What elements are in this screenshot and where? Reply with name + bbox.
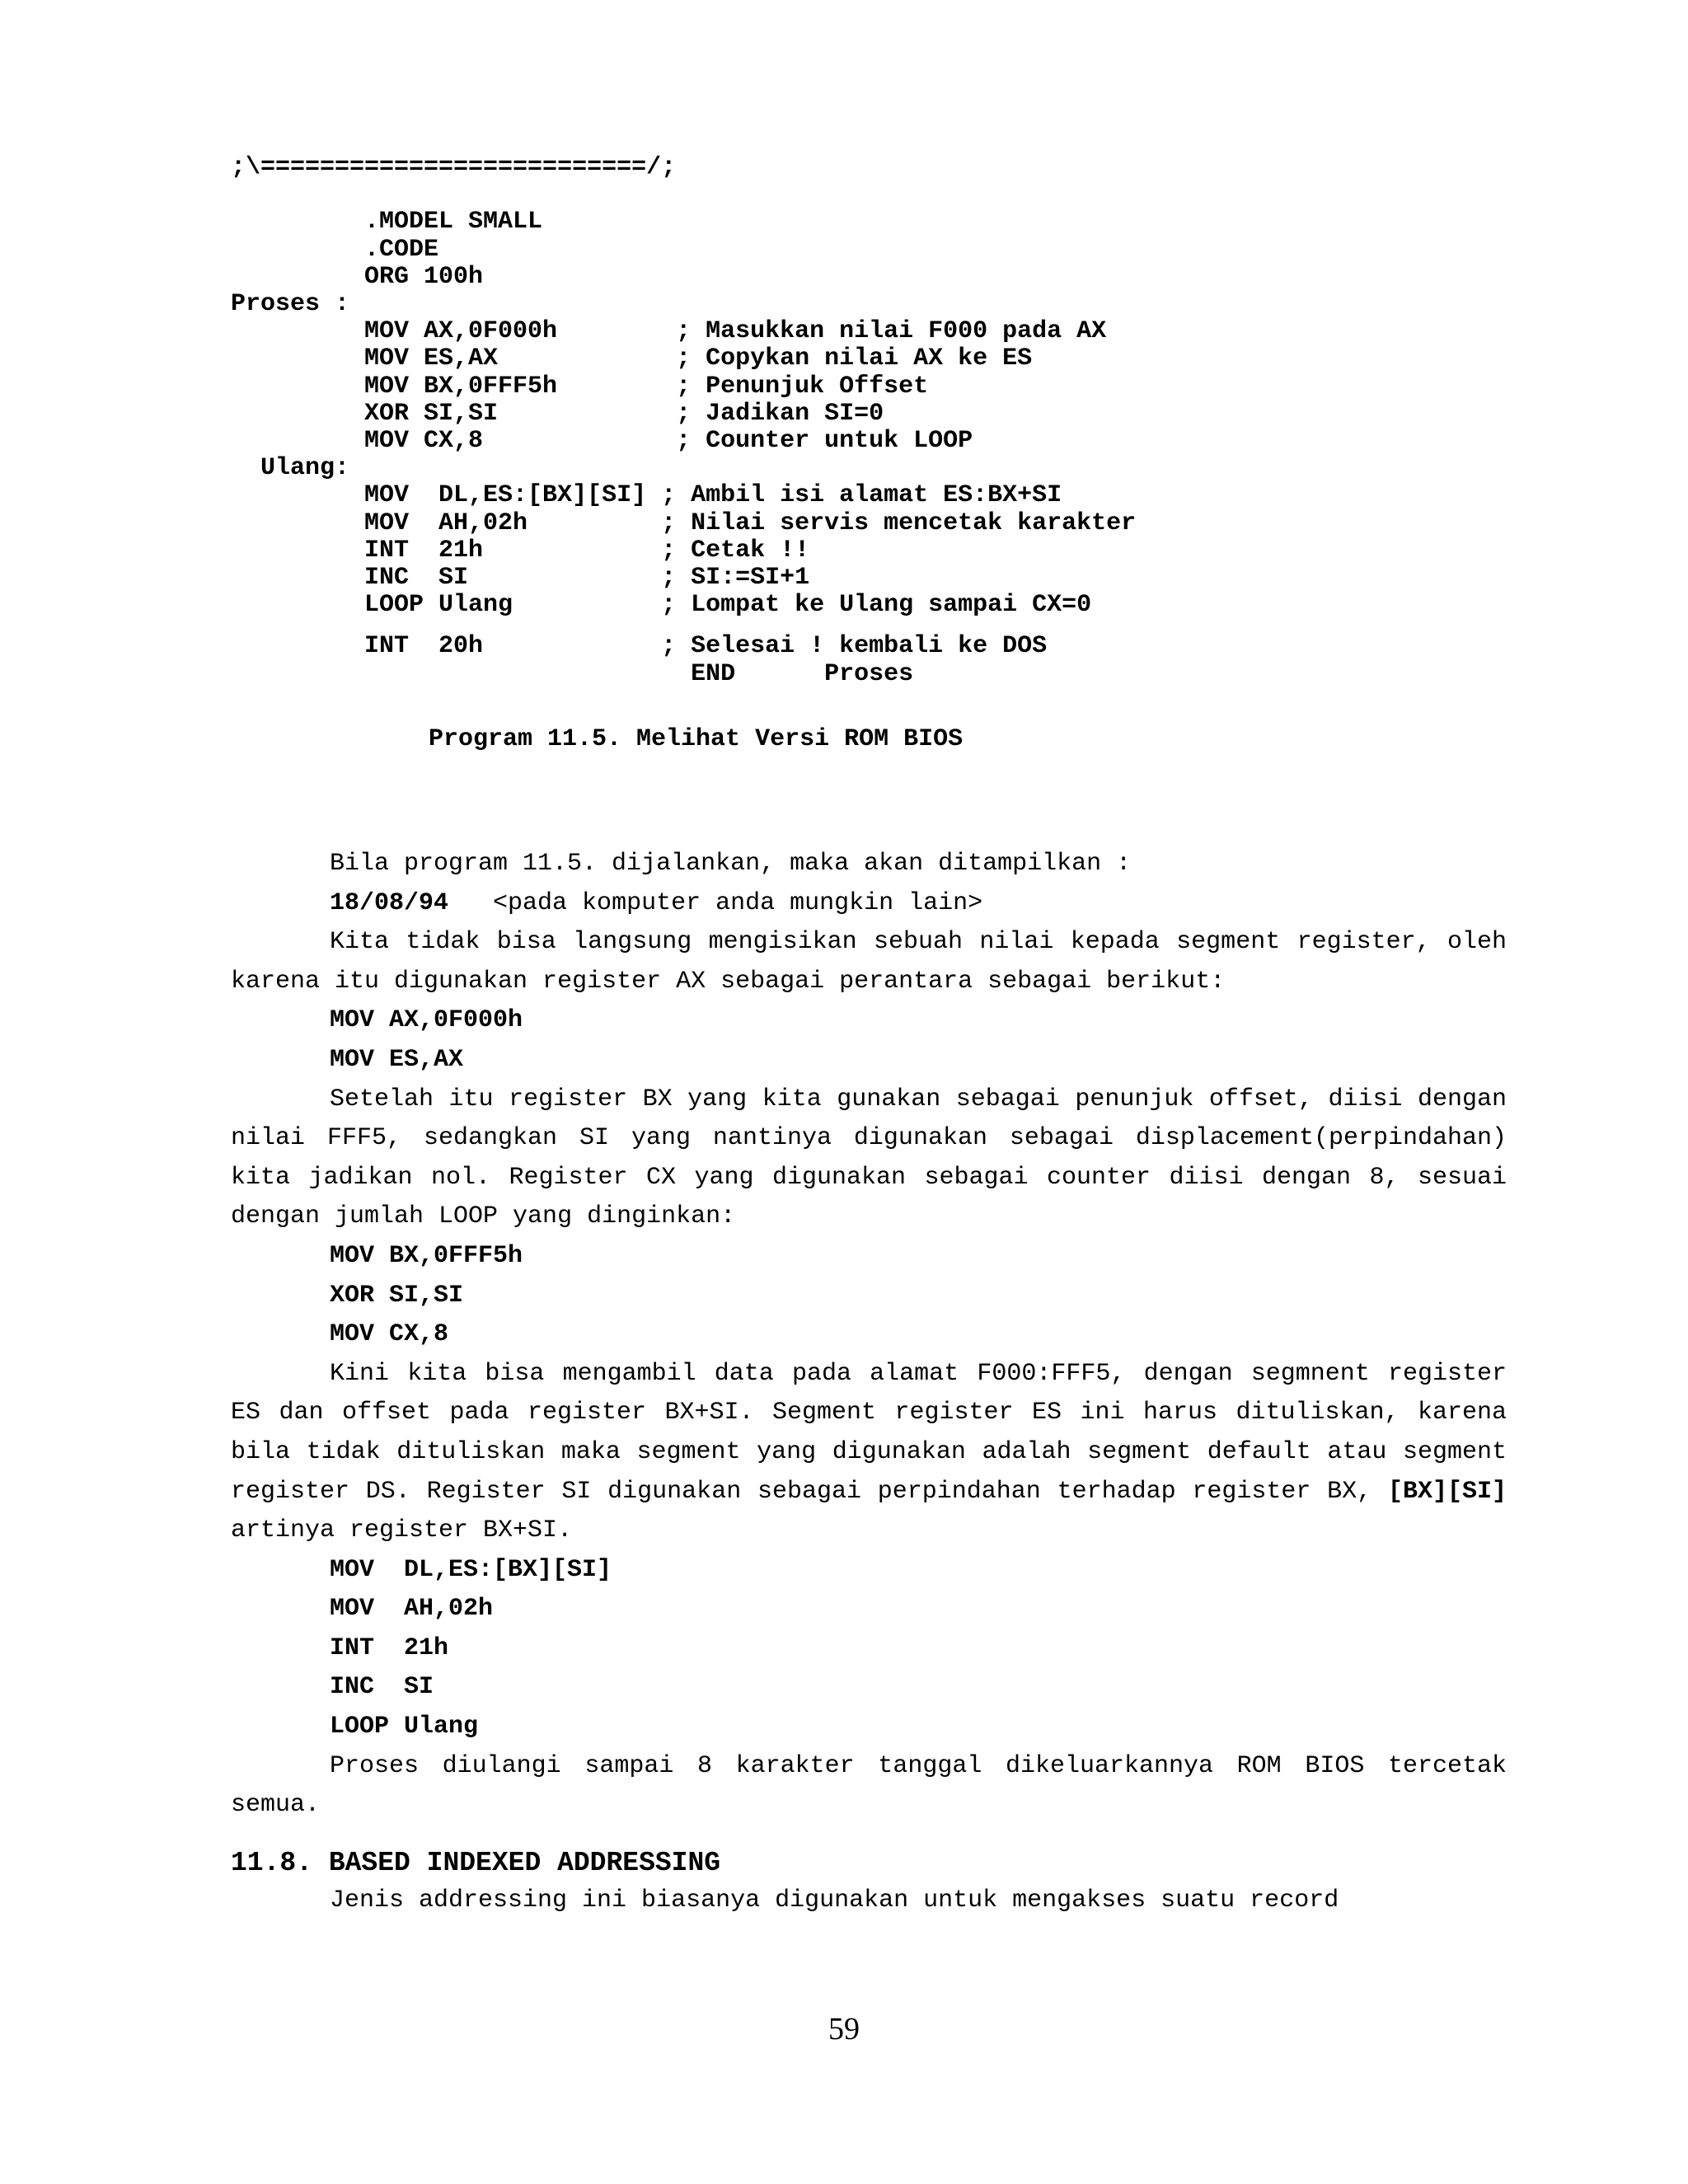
code-line: INC SI ; SI:=SI+1 bbox=[231, 564, 810, 593]
program-listing bbox=[231, 154, 1136, 688]
code-line: MOV ES,AX ; Copykan nilai AX ke ES bbox=[231, 344, 1033, 373]
paragraph-text: Kini kita bisa mengambil data pada alamat F000:FFF5, dengan segmnent register ES dan offset pada register BX+SI. Segment register ES ini harus dituliskan, karena bila tidak dituliskan maka segment yang digunakan adalah segment default atau segment register DS. Register SI digunakan sebagai perpindahan terhadap register BX, bbox=[231, 1359, 1507, 1506]
paragraph: Kita tidak bisa langsung mengisikan sebuah nilai kepada segment register, oleh karena itu digunakan register AX sebagai perantara sebagai berikut: bbox=[231, 928, 1507, 996]
paragraph: Proses diulangi sampai 8 karakter tanggal dikeluarkannya ROM BIOS tercetak semua. bbox=[231, 1751, 1507, 1820]
code-snippet-line: MOV DL,ES:[BX][SI] bbox=[330, 1555, 612, 1584]
code-line: LOOP Ulang ; Lompat ke Ulang sampai CX=0 bbox=[231, 591, 1092, 620]
code-snippet-line: XOR SI,SI bbox=[330, 1281, 464, 1310]
code-line: INT 20h ; Selesai ! kembali ke DOS bbox=[231, 632, 1048, 661]
code-line: ORG 100h bbox=[231, 262, 484, 291]
code-line: INT 21h ; Cetak !! bbox=[231, 536, 810, 565]
inline-code: [BX][SI] bbox=[1387, 1477, 1507, 1506]
code-line: Ulang: bbox=[231, 454, 350, 483]
code-snippet-line: MOV BX,0FFF5h bbox=[330, 1241, 523, 1270]
code-line: MOV CX,8 ; Counter untuk LOOP bbox=[231, 427, 973, 456]
code-spacer bbox=[231, 619, 1136, 633]
code-line: XOR SI,SI ; Jadikan SI=0 bbox=[231, 399, 884, 428]
code-snippet-line: INC SI bbox=[330, 1673, 434, 1702]
code-line: .CODE bbox=[231, 235, 439, 264]
code-snippet-line: LOOP Ulang bbox=[330, 1713, 479, 1741]
code-line: .MODEL SMALL bbox=[231, 208, 543, 237]
program-caption: Program 11.5. Melihat Versi ROM BIOS bbox=[429, 725, 964, 753]
code-line: MOV DL,ES:[BX][SI] ; Ambil isi alamat ES:BX+SI bbox=[231, 481, 1062, 510]
code-snippet-line: INT 21h bbox=[330, 1633, 449, 1662]
output-example bbox=[231, 884, 1507, 924]
code-line: Proses : bbox=[231, 290, 350, 319]
output-value: 18/08/94 bbox=[330, 888, 449, 917]
code-line: END Proses bbox=[231, 659, 914, 688]
section-heading: 11.8. BASED INDEXED ADDRESSING bbox=[231, 1847, 721, 1878]
code-line: MOV BX,0FFF5h ; Penunjuk Offset bbox=[231, 372, 929, 401]
body-text bbox=[231, 845, 1507, 1920]
paragraph bbox=[231, 1355, 1507, 1551]
code-snippet-line: MOV CX,8 bbox=[330, 1320, 449, 1349]
paragraph: Jenis addressing ini biasanya digunakan untuk mengakses suatu record bbox=[330, 1886, 1339, 1915]
code-snippet-line: MOV ES,AX bbox=[330, 1045, 464, 1074]
paragraph: Bila program 11.5. dijalankan, maka akan ditampilkan : bbox=[330, 850, 1132, 878]
page-number: 59 bbox=[828, 2012, 860, 2046]
code-snippet-line: MOV AH,02h bbox=[330, 1595, 494, 1624]
code-line: ;\==========================/; bbox=[231, 153, 677, 181]
code-line: MOV AH,02h ; Nilai servis mencetak karakter bbox=[231, 509, 1137, 537]
code-snippet-line: MOV AX,0F000h bbox=[330, 1006, 523, 1035]
output-note: <pada komputer anda mungkin lain> bbox=[448, 888, 983, 917]
paragraph-text: artinya register BX+SI. bbox=[231, 1516, 573, 1545]
paragraph: Setelah itu register BX yang kita gunakan sebagai penunjuk offset, diisi dengan nilai FFF5, sedangkan SI yang nantinya digunakan sebagai displacement(perpindahan) kita jadikan nol. Register CX yang digunakan sebagai counter diisi dengan 8, sesuai dengan jumlah LOOP yang dinginkan: bbox=[231, 1085, 1507, 1231]
code-line: MOV AX,0F000h ; Masukkan nilai F000 pada AX bbox=[231, 317, 1107, 346]
